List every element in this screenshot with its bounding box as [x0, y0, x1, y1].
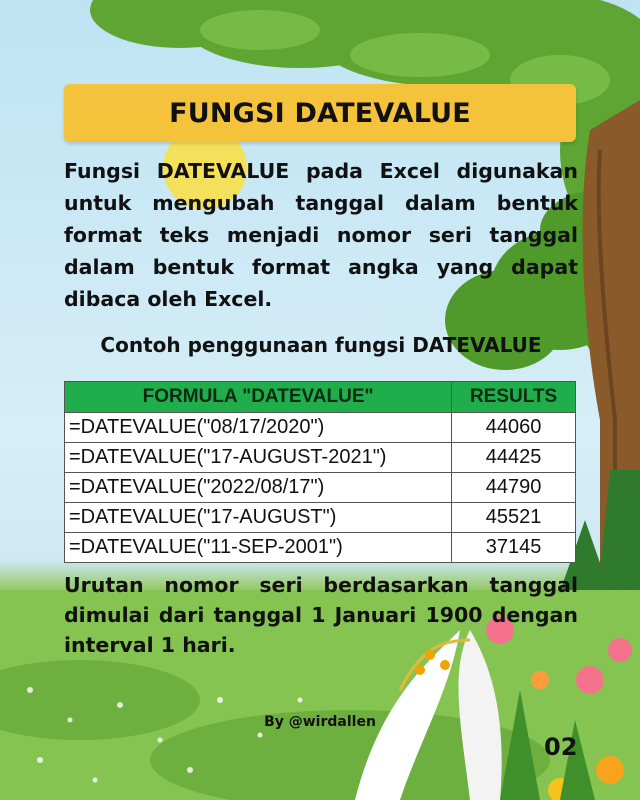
result-cell: 45521 [452, 503, 576, 533]
page-title: FUNGSI DATEVALUE [169, 97, 471, 129]
result-cell: 37145 [452, 533, 576, 563]
table-row [65, 533, 576, 563]
result-cell: 44060 [452, 413, 576, 443]
table-header-row [65, 382, 576, 413]
intro-paragraph: Fungsi DATEVALUE pada Excel digunakan untuk mengubah tanggal dalam bentuk format teks menjadi nomor seri tanggal dalam bentuk format angka yang dapat dibaca oleh Excel. [64, 159, 578, 311]
note-paragraph: Urutan nomor seri berdasarkan tanggal dimulai dari tanggal 1 Januari 1900 dengan interval 1 hari. [64, 573, 578, 657]
title-banner [64, 84, 576, 142]
formula-cell: =DATEVALUE("17-AUGUST-2021") [65, 443, 452, 473]
page-number: 02 [544, 733, 578, 761]
formula-cell: =DATEVALUE("17-AUGUST") [65, 503, 452, 533]
author-credit: By @wirdallen [264, 714, 376, 730]
header-results: RESULTS [452, 382, 576, 413]
table-row [65, 443, 576, 473]
result-cell: 44790 [452, 473, 576, 503]
result-cell: 44425 [452, 443, 576, 473]
table-row [65, 473, 576, 503]
datevalue-example-table [64, 381, 576, 563]
example-subtitle: Contoh penggunaan fungsi DATEVALUE [100, 333, 542, 357]
table-row [65, 503, 576, 533]
formula-cell: =DATEVALUE("08/17/2020") [65, 413, 452, 443]
formula-cell: =DATEVALUE("11-SEP-2001") [65, 533, 452, 563]
formula-cell: =DATEVALUE("2022/08/17") [65, 473, 452, 503]
table-row [65, 413, 576, 443]
header-formula: FORMULA "DATEVALUE" [65, 382, 452, 413]
